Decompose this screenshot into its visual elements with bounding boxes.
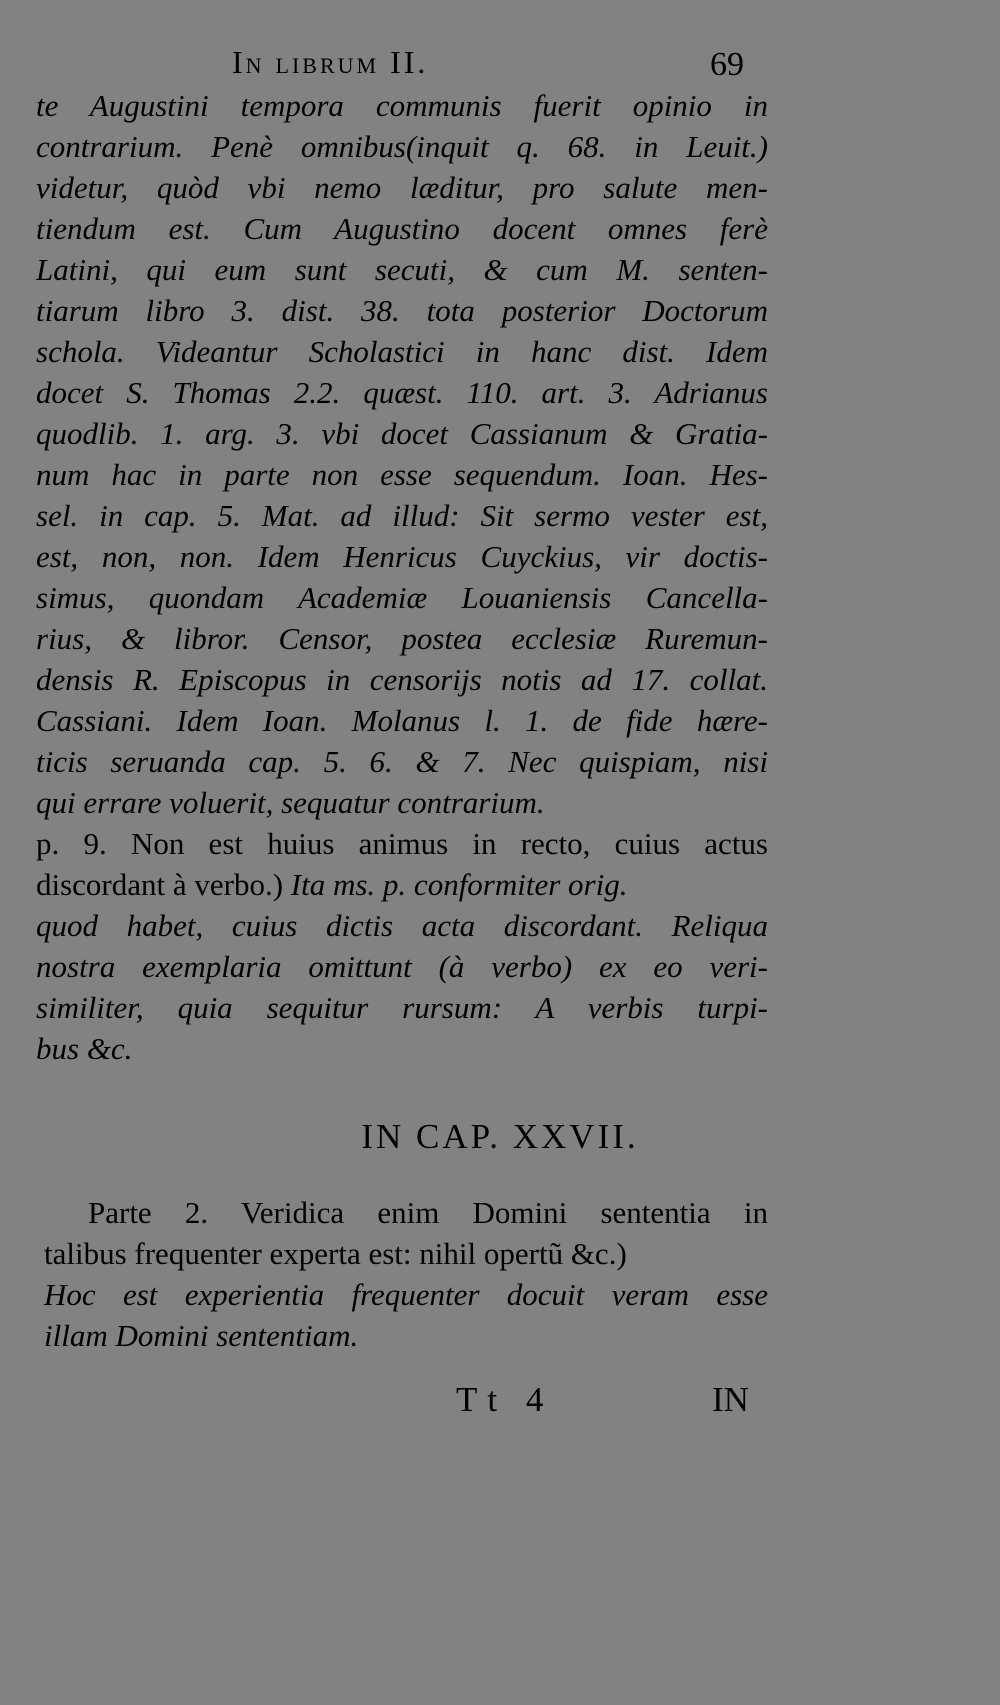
body-line: num hac in parte non esse sequendum. Ioan. Hes- <box>36 457 768 492</box>
chapter-note-line: illam Domini sententiam. <box>44 1318 359 1353</box>
note-commentary-text: Ita ms. p. conformiter orig. <box>283 867 628 902</box>
note-line: similiter, quia sequitur rursum: A verbis turpi- <box>36 990 768 1025</box>
running-title: In librum II. <box>232 44 429 80</box>
body-line: schola. Videantur Scholastici in hanc dist. Idem <box>36 334 768 369</box>
body-line: Cassiani. Idem Ioan. Molanus l. 1. de fide hære- <box>36 703 768 738</box>
body-line: contrarium. Penè omnibus(inquit q. 68. in Leuit.) <box>36 129 768 164</box>
note-lemma-line: p. 9. Non est huius animus in recto, cuius actus <box>36 826 768 861</box>
chapter-note-line: Hoc est experientia frequenter docuit veram esse <box>44 1277 768 1312</box>
chapter-note-line: talibus frequenter experta est: nihil opertũ &c.) <box>44 1236 627 1271</box>
body-line: Latini, qui eum sunt secuti, & cum M. senten- <box>36 252 768 287</box>
body-line: densis R. Episcopus in censorijs notis ad 17. collat. <box>36 662 768 697</box>
body-line: tiarum libro 3. dist. 38. tota posterior Doctorum <box>36 293 768 328</box>
body-line: tiendum est. Cum Augustino docent omnes ferè <box>36 211 768 246</box>
body-line: rius, & libror. Censor, postea ecclesiæ Ruremun- <box>36 621 768 656</box>
body-line: videtur, quòd vbi nemo læditur, pro salute men- <box>36 170 768 205</box>
body-line: quodlib. 1. arg. 3. vbi docet Cassianum & Gratia- <box>36 416 768 451</box>
note-line: bus &c. <box>36 1031 133 1066</box>
note-line: nostra exemplaria omittunt (à verbo) ex eo veri- <box>36 949 768 984</box>
note-lemma-text: discordant à verbo.) <box>36 867 284 902</box>
chapter-heading: IN CAP. XXVII. <box>361 1117 639 1156</box>
body-line: simus, quondam Academiæ Louaniensis Cancella- <box>36 580 768 615</box>
note-line: quod habet, cuius dictis acta discordant. Reliqua <box>36 908 768 943</box>
note-lemma-line <box>36 865 768 905</box>
page-footer <box>0 1380 1000 1430</box>
body-line: te Augustini tempora communis fuerit opinio in <box>36 88 768 123</box>
chapter-note-line: Parte 2. Veridica enim Domini sententia in <box>88 1195 768 1230</box>
signature-mark: Tt 4 <box>456 1380 554 1419</box>
body-line: est, non, non. Idem Henricus Cuyckius, vir doctis- <box>36 539 768 574</box>
body-line: qui errare voluerit, sequatur contrarium. <box>36 785 545 820</box>
page-number: 69 <box>710 46 744 83</box>
catchword: IN <box>712 1380 749 1419</box>
body-line: sel. in cap. 5. Mat. ad illud: Sit sermo vester est, <box>36 498 768 533</box>
body-line: ticis seruanda cap. 5. 6. & 7. Nec quispiam, nisi <box>36 744 768 779</box>
body-line: docet S. Thomas 2.2. quæst. 110. art. 3. Adrianus <box>36 375 768 410</box>
